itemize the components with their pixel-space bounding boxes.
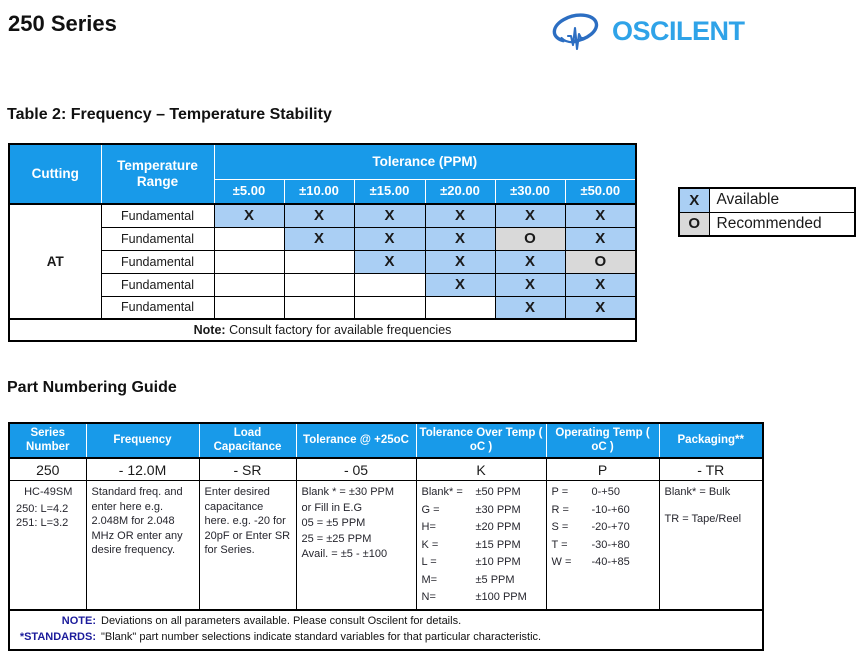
note-text: Consult factory for available frequencies [225,323,452,337]
tol25-line: or Fill in E.G [301,501,363,514]
tot-code: G = [421,503,440,516]
tolerance-col-header: ±10.00 [284,179,354,204]
tol25-line: Avail. = ±5 - ±100 [301,548,388,561]
pn-header-tol-25: Tolerance @ +25oC [296,423,416,458]
pn-header-op-temp: Operating Temp ( oC ) [546,423,659,458]
series-package-name: HC-49SM [24,486,73,499]
tolerance-col-header: ±5.00 [214,179,284,204]
tolerance-mark [425,296,495,319]
tolerance-col-header: ±20.00 [425,179,495,204]
tolerance-col-header: ±15.00 [354,179,425,204]
tolerance-mark: O [565,250,636,273]
pn-code-row [9,458,763,481]
op-value: -30-+80 [591,538,630,551]
note-label: NOTE: [61,614,96,627]
tolerance-mark: X [495,296,565,319]
tolerance-mark: X [425,250,495,273]
legend-table [678,187,856,237]
tot-code: L = [421,556,437,569]
op-code: T = [551,538,568,551]
tolerance-mark: X [354,227,425,250]
tot-value: ±50 PPM [475,486,521,499]
temperature-range-value: Fundamental [101,204,214,227]
tol25-line: Blank * = ±30 PPM [301,486,395,499]
op-value: 0-+50 [591,486,620,499]
temperature-range-value: Fundamental [101,250,214,273]
tolerance-mark [284,250,354,273]
op-value: -10-+60 [591,503,630,516]
table-row [9,273,636,296]
tot-value: ±10 PPM [475,556,521,569]
legend-label-recommended: Recommended [709,212,855,236]
pn-header-load-cap: Load Capacitance [199,423,296,458]
standards-label: *STANDARDS: [19,630,96,643]
logo-wordmark: OSCILENT [612,16,745,46]
tolerance-mark: X [495,273,565,296]
temperature-range-header: Temperature Range [101,144,214,204]
pn-code-series: 250 [9,458,86,481]
legend-row [679,188,855,212]
temperature-range-value: Fundamental [101,296,214,319]
tolerance-mark: X [354,204,425,227]
pn-detail-row [9,481,763,610]
cutting-header: Cutting [9,144,101,204]
table-note [9,319,636,341]
op-value: -20-+70 [591,521,630,534]
tolerance-mark [214,296,284,319]
pn-detail-load-cap: Enter desired capacitance here. e.g. -20 for 20pF or Enter SR for Series. [199,481,296,610]
frequency-stability-table [8,143,637,342]
pn-code-load-cap: - SR [199,458,296,481]
tolerance-mark [214,250,284,273]
op-code: W = [551,556,572,569]
tol25-line: 05 = ±5 PPM [301,517,366,530]
pn-header-packaging: Packaging** [659,423,763,458]
pn-header-tol-over-temp: Tolerance Over Temp ( oC ) [416,423,546,458]
table-row [9,204,636,227]
tot-code: H= [421,521,436,534]
op-code: S = [551,521,569,534]
note-text: Deviations on all parameters available. Please consult Oscilent for details. [101,614,462,627]
tolerance-mark: X [495,204,565,227]
pn-detail-series [9,481,86,610]
pn-code-tol-over-temp: K [416,458,546,481]
table-row [9,227,636,250]
tolerance-col-header: ±30.00 [495,179,565,204]
packaging-line: Blank* = Bulk [664,486,731,499]
tolerance-mark: X [425,273,495,296]
tolerance-mark: O [495,227,565,250]
tot-value: ±5 PPM [475,573,515,586]
tolerance-mark: X [565,296,636,319]
op-value: -40-+85 [591,556,630,569]
tot-code: K = [421,538,439,551]
pn-header-series: Series Number [9,423,86,458]
pn-detail-tol-25 [296,481,416,610]
note-label: Note: [193,323,226,337]
pn-detail-tol-over-temp [416,481,546,610]
pn-notes-row [9,610,763,650]
tolerance-mark: X [425,227,495,250]
legend-row [679,212,855,236]
tot-value: ±15 PPM [475,538,521,551]
tolerance-mark: X [284,227,354,250]
tolerance-mark: X [565,227,636,250]
pn-code-packaging: - TR [659,458,763,481]
tolerance-mark [214,273,284,296]
packaging-line: TR = Tape/Reel [664,512,742,525]
legend-label-available: Available [709,188,855,212]
pn-detail-frequency: Standard freq. and enter here e.g. 2.048M for 2.048 MHz OR enter any desire frequency. [86,481,199,610]
table-note-row [9,319,636,341]
tot-code: M= [421,573,438,586]
pn-notes [9,610,763,650]
series-variant: 251: L=3.2 [16,517,69,530]
temperature-range-value: Fundamental [101,227,214,250]
tolerance-col-header: ±50.00 [565,179,636,204]
tolerance-mark: X [284,204,354,227]
tolerance-mark: X [425,204,495,227]
op-code: P = [551,486,569,499]
tol25-line: 25 = ±25 PPM [301,532,372,545]
series-variant: 250: L=4.2 [16,502,69,515]
tolerance-mark: X [565,204,636,227]
pn-code-tol-25: - 05 [296,458,416,481]
tot-value: ±30 PPM [475,503,521,516]
tot-value: ±100 PPM [475,591,527,604]
op-code: R = [551,503,569,516]
table1-heading: Table 2: Frequency – Temperature Stability [7,106,332,123]
tolerance-mark [284,296,354,319]
tolerance-mark: X [495,250,565,273]
tolerance-mark [214,227,284,250]
tolerance-mark: X [565,273,636,296]
tolerance-mark [284,273,354,296]
pn-detail-op-temp [546,481,659,610]
standards-text: "Blank" part number selections indicate standard variables for that particular characteristic. [101,630,542,643]
tot-code: N= [421,591,436,604]
table-row [9,296,636,319]
tolerance-ppm-header: Tolerance (PPM) [214,144,636,179]
legend-symbol-available: X [679,188,709,212]
tolerance-mark [354,296,425,319]
legend-symbol-recommended: O [679,212,709,236]
cutting-value: AT [9,204,101,319]
tolerance-mark: X [354,250,425,273]
tot-value: ±20 PPM [475,521,521,534]
pn-code-op-temp: P [546,458,659,481]
pn-detail-packaging [659,481,763,610]
tolerance-mark: X [214,204,284,227]
pn-code-frequency: - 12.0M [86,458,199,481]
temperature-range-value: Fundamental [101,273,214,296]
oscilent-swirl-pulse-icon [548,10,610,52]
series-title: 250 Series [8,11,117,36]
pn-header-frequency: Frequency [86,423,199,458]
tolerance-mark [354,273,425,296]
tot-code: Blank* = [421,486,463,499]
table2-heading: Part Numbering Guide [7,379,177,396]
part-numbering-table [8,422,764,651]
oscilent-logo [548,10,758,52]
table-row [9,250,636,273]
